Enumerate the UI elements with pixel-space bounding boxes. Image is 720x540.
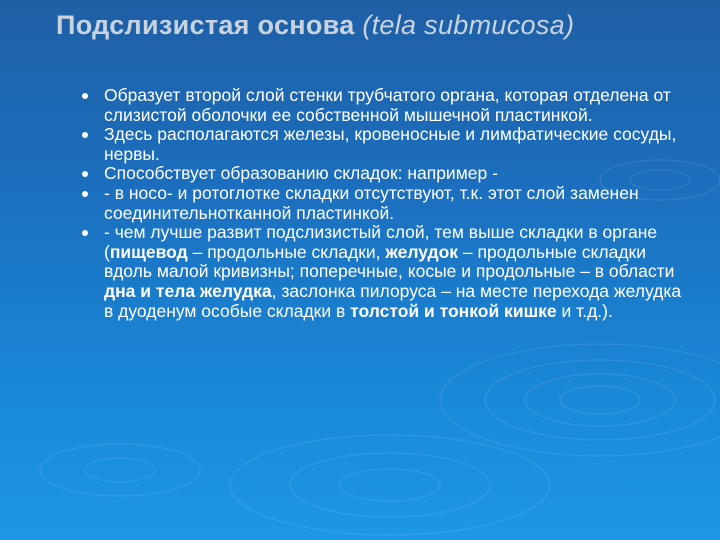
bullet-item [82, 86, 688, 125]
slide-title [56, 10, 696, 41]
bullet-item [82, 223, 688, 321]
bold-term-intestines: толстой и тонкой кишке [350, 300, 557, 321]
bullet-text: Образует второй слой стенки трубчатого органа, которая отделена от слизистой оболочки ее собственной мышечной пластинкой. [104, 85, 671, 125]
bullet-dot-icon [82, 230, 88, 236]
bold-term-esophagus: пищевод [109, 241, 188, 262]
bullet-item [82, 164, 688, 184]
bold-term-stomach: желудок [385, 241, 459, 262]
title-main: Подслизистая основа [56, 10, 363, 40]
bullet-dot-icon [82, 93, 88, 99]
title-latin: (tela submucosa) [362, 10, 575, 40]
bullet-text: Способствует образованию складок: например - [104, 163, 498, 184]
bullet-dot-icon [82, 191, 88, 197]
bullet-text-part: , заслонка пилоруса – на месте перехода желудка в дуоденум особые складки в [104, 280, 682, 321]
bullet-text-part: - чем лучше развит подслизистый слой, тем выше складки в органе ( [104, 222, 658, 262]
bullet-dot-icon [82, 132, 88, 138]
bullet-text-part: и т.д.). [556, 300, 613, 321]
bullet-text-part: – продольные складки вдоль малой кривизны; поперечные, косые и продольные – в области [104, 241, 675, 282]
bullet-text: Здесь располагаются железы, кровеносные и лимфатические сосуды, нервы. [104, 124, 677, 164]
bold-term-stomach-fundus-body: дна и тела желудка [104, 280, 272, 301]
bullet-dot-icon [82, 171, 88, 177]
bullet-text: - в носо- и ротоглотке складки отсутствуют, т.к. этот слой заменен соединительнотканной пластинкой. [104, 182, 639, 223]
bullet-text-part: – продольные складки, [187, 241, 386, 262]
bullet-item [82, 125, 688, 164]
bullet-list [82, 86, 688, 321]
bullet-item [82, 184, 688, 223]
